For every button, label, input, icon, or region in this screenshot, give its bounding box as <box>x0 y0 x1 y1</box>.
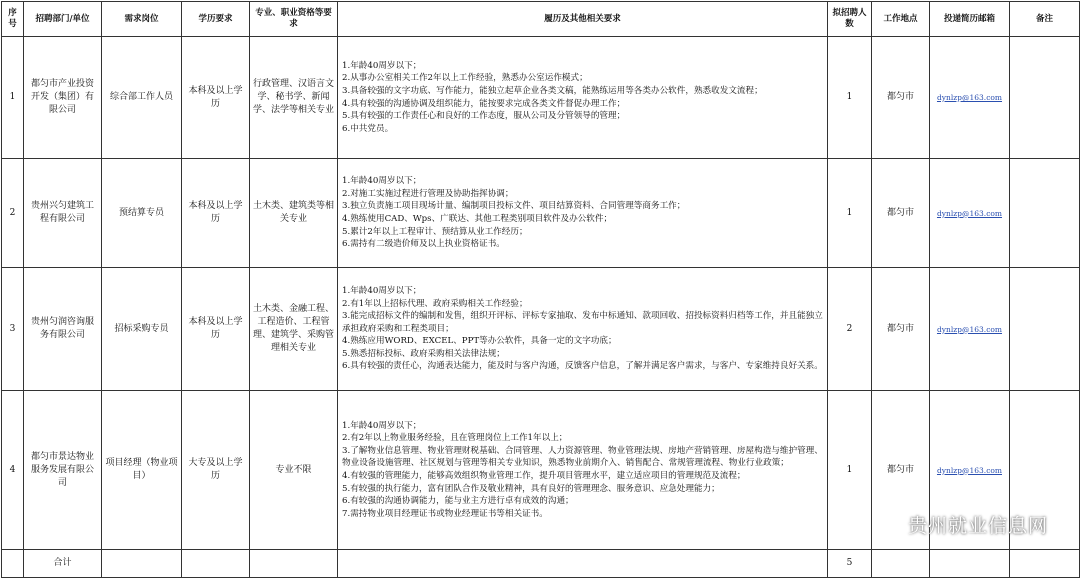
header-email: 投递简历邮箱 <box>930 2 1010 37</box>
header-education: 学历要求 <box>182 2 250 37</box>
row-count: 1 <box>828 391 872 550</box>
row-education: 本科及以上学历 <box>182 268 250 391</box>
row-education: 本科及以上学历 <box>182 159 250 268</box>
header-unit: 招聘部门/单位 <box>24 2 102 37</box>
total-empty <box>182 550 250 578</box>
requirement-line: 6.有较强的沟通协调能力，能与业主方进行卓有成效的沟通； <box>342 496 574 507</box>
requirement-line: 5.有较强的执行能力，富有团队合作及敬业精神，具有良好的管理理念、服务意识、应急处理能力； <box>342 483 720 494</box>
row-note <box>1010 37 1080 159</box>
watermark-text: 贵州就业信息网 <box>907 515 1048 537</box>
row-major: 土木类、金融工程、工程造价、工程管理、建筑学、采购管理相关专业 <box>250 268 338 391</box>
row-education: 大专及以上学历 <box>182 391 250 550</box>
requirement-line: 5.熟悉招标投标、政府采购相关法律法规； <box>342 348 505 359</box>
total-count: 5 <box>828 550 872 578</box>
total-empty <box>250 550 338 578</box>
row-requirements <box>338 159 828 268</box>
row-location: 都匀市 <box>872 37 930 159</box>
total-row <box>2 550 1080 578</box>
requirement-line: 6.具有较强的责任心，沟通表达能力，能及时与客户沟通，反馈客户信息，了解并满足客户需求，与客户、专家维持良好关系。 <box>342 361 823 372</box>
total-label: 合计 <box>24 550 102 578</box>
requirement-line: 4.有较强的管理能力，能够高效组织物业管理工作，提升项目管理水平，建立适应项目的管理规范及流程； <box>342 471 746 481</box>
header-row <box>2 2 1080 37</box>
header-location: 工作地点 <box>872 2 930 37</box>
requirement-line: 2.有1年以上招标代理、政府采购相关工作经验； <box>342 298 528 309</box>
requirement-line: 1.年龄40周岁以下； <box>342 285 422 296</box>
table-row <box>2 159 1080 268</box>
row-unit: 都匀市产业投资开发（集团）有限公司 <box>24 37 102 159</box>
row-position: 招标采购专员 <box>102 268 182 391</box>
row-no: 1 <box>2 37 24 159</box>
row-major: 专业不限 <box>250 391 338 550</box>
total-empty <box>1010 550 1080 578</box>
requirement-line: 3.具备较强的文字功底、写作能力，能独立起草企业各类文稿，能熟练运用等各类办公软件，熟悉收发文流程； <box>342 85 763 96</box>
table-row <box>2 268 1080 391</box>
row-count: 1 <box>828 159 872 268</box>
requirement-line: 4.熟练应用WORD、EXCEL、PPT等办公软件，具备一定的文字功底； <box>342 336 617 347</box>
header-no: 序号 <box>2 2 24 37</box>
row-no: 3 <box>2 268 24 391</box>
requirement-line: 3.了解物业信息管理、物业管理财税基础、合同管理、人力资源管理、物业管理法规、房地产营销管理、房屋构造与维护管理、物业设备设施管理、社区规划与管理等相关专业知识，熟悉物业前期介入、销售配合、常规管理流程、物业行业政策； <box>342 445 823 469</box>
row-no: 4 <box>2 391 24 550</box>
row-count: 1 <box>828 37 872 159</box>
header-requirements: 履历及其他相关要求 <box>338 2 828 37</box>
requirement-line: 6.中共党员。 <box>342 123 394 134</box>
total-empty <box>338 550 828 578</box>
requirement-line: 2.从事办公室相关工作2年以上工作经验，熟悉办公室运作模式； <box>342 73 588 84</box>
requirement-line: 4.具有较强的沟通协调及组织能力，能按要求完成各类文件督促办理工作； <box>342 98 626 109</box>
row-email-link[interactable]: dynlzp@163.com <box>930 37 1010 159</box>
row-location: 都匀市 <box>872 391 930 550</box>
requirement-line: 7.需持物业项目经理证书或物业经理证书等相关证书。 <box>342 508 548 519</box>
row-location: 都匀市 <box>872 159 930 268</box>
row-requirements <box>338 37 828 159</box>
row-no: 2 <box>2 159 24 268</box>
requirement-line: 5.具有较强的工作责任心和良好的工作态度，服从公司及分管领导的管理； <box>342 111 626 122</box>
row-unit: 都匀市景达物业服务发展有限公司 <box>24 391 102 550</box>
row-major: 土木类、建筑类等相关专业 <box>250 159 338 268</box>
total-empty <box>872 550 930 578</box>
row-email-link[interactable]: dynlzp@163.com <box>930 159 1010 268</box>
total-empty <box>102 550 182 578</box>
requirement-line: 1.年龄40周岁以下； <box>342 420 422 431</box>
row-note <box>1010 268 1080 391</box>
header-position: 需求岗位 <box>102 2 182 37</box>
requirement-line: 2.对施工实施过程进行管理及协助指挥协调； <box>342 188 514 199</box>
requirement-line: 4.熟练使用CAD、Wps、广联达、其他工程类别项目软件及办公软件； <box>342 214 613 224</box>
row-requirements <box>338 268 828 391</box>
row-position: 预结算专员 <box>102 159 182 268</box>
requirement-line: 3.能完成招标文件的编制和发售，组织开评标、评标专家抽取、发布中标通知、款项回收、招投标资料归档等工作，并且能独立承担政府采购和工程类项目； <box>342 311 823 334</box>
requirement-line: 1.年龄40周岁以下； <box>342 60 422 71</box>
watermark <box>872 511 1048 538</box>
row-major: 行政管理、汉语言文学、秘书学、新闻学、法学等相关专业 <box>250 37 338 159</box>
row-email-link[interactable]: dynlzp@163.com <box>930 268 1010 391</box>
requirement-line: 6.需持有二级造价师及以上执业资格证书。 <box>342 239 505 250</box>
row-position: 项目经理（物业项目） <box>102 391 182 550</box>
row-note <box>1010 159 1080 268</box>
requirement-line: 5.累计2年以上工程审计、预结算从业工作经历； <box>342 226 528 237</box>
row-requirements <box>338 391 828 550</box>
row-count: 2 <box>828 268 872 391</box>
requirement-line: 1.年龄40周岁以下； <box>342 176 422 187</box>
requirement-line: 3.独立负责施工项目现场计量、编制项目投标文件、项目结算资料、合同管理等商务工作； <box>342 201 686 212</box>
header-major: 专业、职业资格等要求 <box>250 2 338 37</box>
requirement-line: 2.有2年以上物业服务经验，且在管理岗位上工作1年以上； <box>342 433 568 444</box>
header-note: 备注 <box>1010 2 1080 37</box>
wechat-icon <box>872 512 902 538</box>
row-email-link[interactable]: dynlzp@163.com <box>930 391 1010 550</box>
row-location: 都匀市 <box>872 268 930 391</box>
row-education: 本科及以上学历 <box>182 37 250 159</box>
total-empty <box>930 550 1010 578</box>
recruitment-table <box>1 1 1080 578</box>
row-position: 综合部工作人员 <box>102 37 182 159</box>
row-unit: 贵州匀润咨询服务有限公司 <box>24 268 102 391</box>
header-count: 拟招聘人数 <box>828 2 872 37</box>
row-unit: 贵州兴匀建筑工程有限公司 <box>24 159 102 268</box>
table-row <box>2 37 1080 159</box>
total-no <box>2 550 24 578</box>
